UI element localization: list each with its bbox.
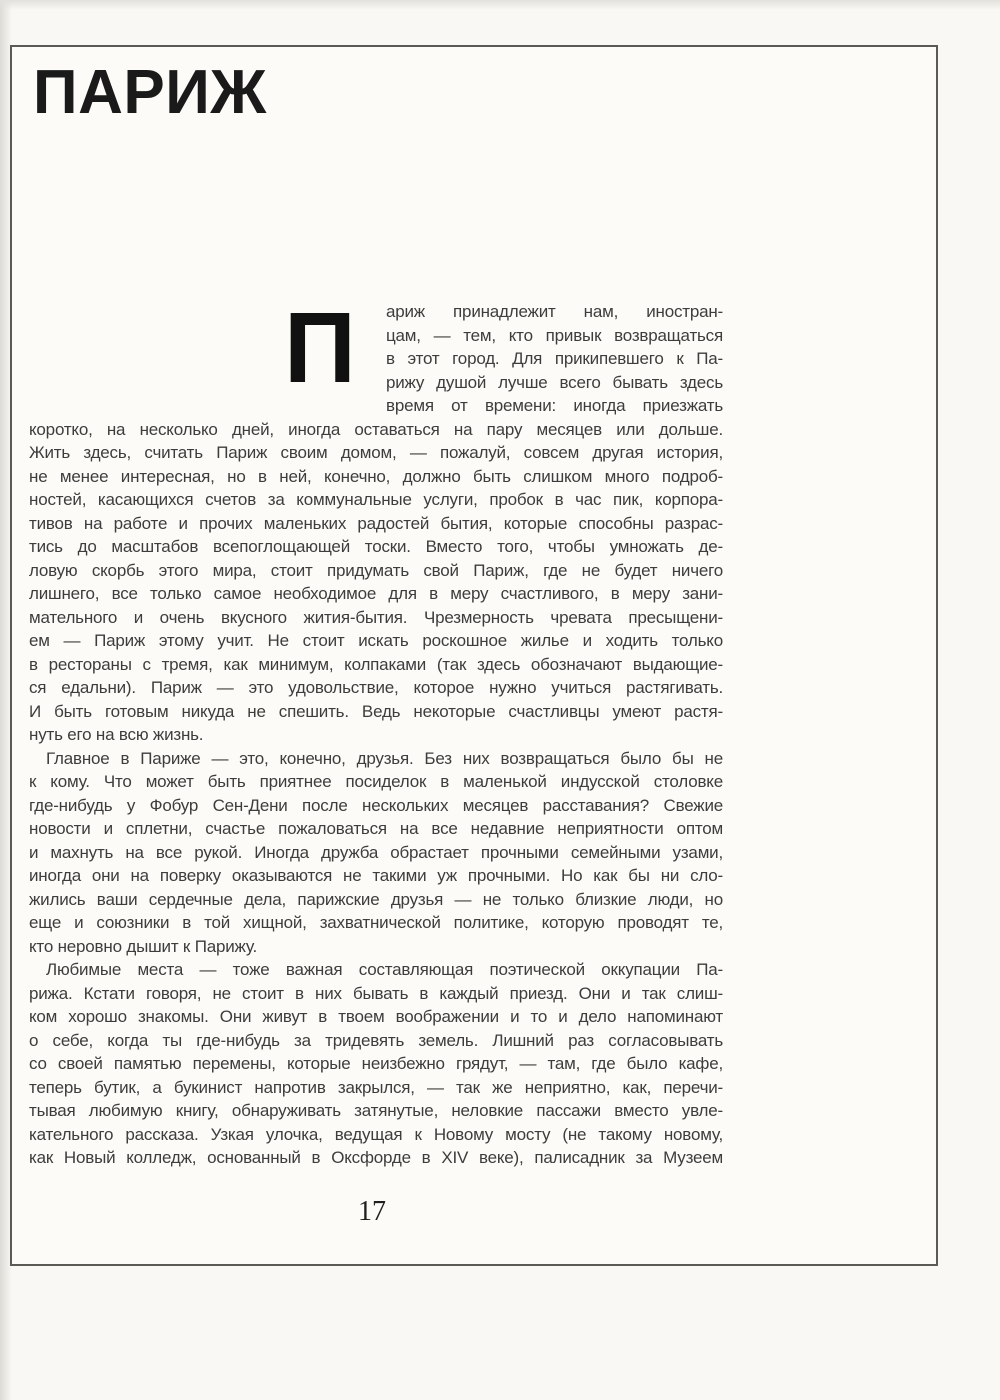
text-line: ностей, касающихся счетов за коммунальные услуги, пробок в час пик, корпора- <box>29 490 723 509</box>
text-line: Любимые места — тоже важная составляющая поэтической оккупации Па- <box>46 960 723 979</box>
text-line: кто неровно дышит к Парижу. <box>29 936 258 956</box>
text-line: Жить здесь, считать Париж своим домом, — пожалуй, совсем другая история, <box>29 443 723 462</box>
text-line: кательного рассказа. Узкая улочка, ведущая к Новому мосту (не такому новому, <box>29 1124 723 1144</box>
text-line: рижа. Кстати говоря, не стоит в них бывать в каждый приезд. Они и так слиш- <box>29 983 723 1003</box>
text-line: нуть его на всю жизнь. <box>29 725 204 744</box>
text-line: иногда они на поверку оказываются не такими уж прочными. Но как бы ни сло- <box>29 866 723 885</box>
chapter-title: ПАРИЖ <box>33 58 267 127</box>
page-number: 17 <box>358 1196 386 1227</box>
text-line: рижу душой лучше всего бывать здесь <box>386 372 723 392</box>
text-line: тывая любимую книгу, обнаруживать затянутые, неловкие пассажи вместо увле- <box>29 1101 723 1120</box>
paragraph <box>29 958 723 1170</box>
text-line: новости и сплетни, счастье пожаловаться на все недавние неприятности оптом <box>29 819 723 838</box>
text-line: тись до масштабов всепоглощающей тоски. Вместо того, чтобы умножать де- <box>29 537 723 556</box>
text-line: как Новый колледж, основанный в Оксфорде в XIV веке), палисадник за Музеем <box>29 1148 723 1167</box>
text-line: ариж принадлежит нам, иностран- <box>386 302 723 321</box>
paragraph <box>29 292 723 747</box>
text-line: к кому. Что может быть приятнее посиделок в маленькой индусской столовке <box>29 772 723 791</box>
text-line: цам, — тем, кто привык возвращаться <box>386 325 723 345</box>
text-line: ком хорошо знакомы. Они живут в твоем воображении и то и дело напоминают <box>29 1007 723 1026</box>
drop-cap: П <box>284 292 356 404</box>
text-line: время от времени: иногда приезжать <box>386 396 723 415</box>
text-line: в рестораны с тремя, как минимум, колпаками (так здесь обозначают выдающие- <box>29 654 723 674</box>
text-line: еще и союзники в той хищной, захватнической политике, которую проводят те, <box>29 913 723 932</box>
paragraph <box>29 747 723 959</box>
text-line: со своей памятью перемены, которые неизбежно грядут, — там, где было кафе, <box>29 1054 723 1073</box>
text-line: не менее интересная, но в ней, конечно, должно быть слишком много подроб- <box>29 466 723 486</box>
body-text <box>29 292 723 1170</box>
page-border-frame <box>10 45 938 1266</box>
text-line: мательного и очень вкусного жития-бытия. Чрезмерность чревата пресыщени- <box>29 607 723 627</box>
text-line: Главное в Париже — это, конечно, друзья. Без них возвращаться было бы не <box>46 748 723 768</box>
text-line: тивов на работе и прочих маленьких радостей бытия, которые способны разрас- <box>29 513 723 533</box>
text-line: где-нибудь у Фобур Сен-Дени после нескольких месяцев расставания? Свежие <box>29 795 723 815</box>
text-line: и махнуть на все рукой. Иногда дружба обрастает прочными семейными узами, <box>29 842 723 862</box>
text-line: в этот город. Для прикипевшего к Па- <box>386 349 723 368</box>
text-line: лишнего, все только самое необходимое для в меру счастливого, в меру зани- <box>29 584 723 603</box>
text-line: ся едальни). Париж — это удовольствие, которое нужно учиться растягивать. <box>29 678 723 697</box>
text-line: И быть готовым никуда не спешить. Ведь некоторые счастливцы умеют растя- <box>29 701 723 721</box>
text-line: ловую скорбь этого мира, стоит придумать свой Париж, где не будет ничего <box>29 560 723 580</box>
text-line: коротко, на несколько дней, иногда оставаться на пару месяцев или дольше. <box>29 419 723 439</box>
text-line: ем — Париж этому учит. Не стоит искать роскошное жилье и ходить только <box>29 631 723 650</box>
text-line: жились ваши сердечные дела, парижские друзья — не только близкие люди, но <box>29 889 723 909</box>
text-line: о себе, когда ты где-нибудь за тридевять земель. Лишний раз согласовывать <box>29 1030 723 1050</box>
text-line: теперь бутик, а букинист напротив закрылся, — так же неприятно, как, перечи- <box>29 1077 723 1097</box>
